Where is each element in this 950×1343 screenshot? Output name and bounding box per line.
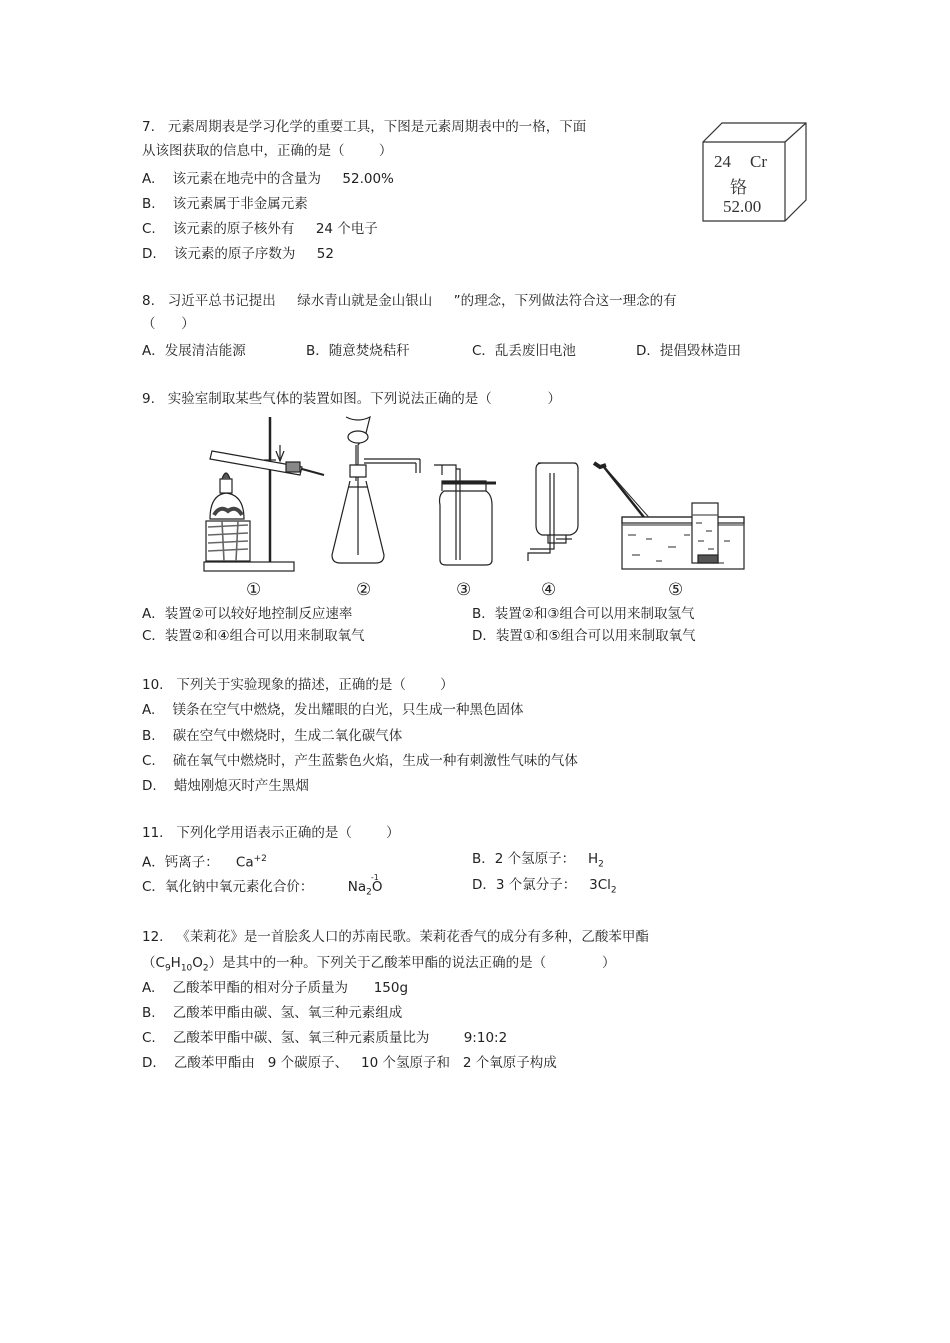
element-atomic-number: 24 [714,152,731,171]
q12-option-b: B. 乙酸苯甲酯由碳、氢、氧三种元素组成 [142,1005,403,1021]
q7-stem-line2: 从该图获取的信息中，正确的是（ ） [142,143,393,159]
q7-option-a: A. 该元素在地壳中的含量为 52.00% [142,171,394,187]
apparatus-1-heating-tube [204,417,324,571]
q8-option-d: D．提倡毁林造田 [636,343,741,359]
q10-stem: 10. 下列关于实验现象的描述，正确的是（ ） [142,677,454,693]
q10-option-a: A. 镁条在空气中燃烧，发出耀眼的白光，只生成一种黑色固体 [142,702,524,718]
apparatus-label-3: ③ [456,580,472,600]
q8-stem-line1: 8. 习近平总书记提出 绿水青山就是金山银山 ”的理念，下列做法符合这一理念的有 [142,293,677,309]
q12-option-d: D. 乙酸苯甲酯由 9 个碳原子、 10 个氢原子和 2 个氧原子构成 [142,1055,557,1071]
apparatus-3-gas-bottle [434,465,496,565]
apparatus-2-flask-funnel [332,417,420,563]
element-symbol: Cr [750,152,767,171]
q10-option-b: B. 碳在空气中燃烧时，生成二氧化碳气体 [142,728,403,744]
lab-apparatus-figure [198,415,758,605]
q7-option-b: B. 该元素属于非金属元素 [142,196,308,212]
apparatus-label-2: ② [356,580,372,600]
apparatus-5-water-trough [594,463,744,569]
q7-option-d: D. 该元素的原子序数为 52 [142,246,334,262]
q9-option-d: D．装置①和⑤组合可以用来制取氧气 [472,628,696,644]
q9-option-b: B．装置②和③组合可以用来制取氢气 [472,606,695,622]
q7-stem-line1: 7. 元素周期表是学习化学的重要工具，下图是元素周期表中的一格，下面 [142,119,587,135]
q9-option-c: C．装置②和④组合可以用来制取氧气 [142,628,365,644]
q12-option-a: A. 乙酸苯甲酯的相对分子质量为 150g [142,980,409,996]
apparatus-label-4: ④ [541,580,557,600]
q12-stem-line2: $(C_9H_{10}O_2)$是其中的一种。下列关于乙酸苯甲酯的说法正确的是（ ） [142,955,616,974]
valence-mark: -1 [370,873,379,882]
q12-stem-line1: 12. 《茉莉花》是一首脍炙人口的苏南民歌。茉莉花香气的成分有多种，乙酸苯甲酯 [142,929,649,945]
element-cell-chromium [702,122,808,222]
apparatus-4-inverted-bottle [528,463,578,561]
q8-option-c: C．乱丢废旧电池 [472,343,576,359]
q11-option-a: A．钙离子： $Ca^{+2}$ [142,854,267,871]
q9-stem: 9. 实验室制取某些气体的装置如图。下列说法正确的是（ ） [142,391,562,407]
element-name: 铬 [730,178,747,197]
lab-apparatus-drawing [198,415,758,605]
apparatus-label-5: ⑤ [668,580,684,600]
q8-option-a: A．发展清洁能源 [142,343,246,359]
q11-stem: 11. 下列化学用语表示正确的是（ ） [142,825,400,841]
q11-option-b: B．2 个氢原子： $H_2$ [472,851,604,870]
q11-option-d: D．3 个氯分子： $3Cl_2$ [472,877,617,896]
q10-option-d: D. 蜡烛刚熄灭时产生黑烟 [142,778,309,794]
element-atomic-mass: 52.00 [723,197,762,216]
q11-option-c: C．氧化钠中氧元素化合价： $Na_2$ -1 O [142,878,383,902]
q10-option-c: C. 硫在氧气中燃烧时，产生蓝紫色火焰，生成一种有刺激性气味的气体 [142,753,578,769]
q8-stem-line2: （ ） [142,316,195,332]
apparatus-label-1: ① [246,580,262,600]
q7-option-c: C. 该元素的原子核外有 24 个电子 [142,221,378,237]
q8-option-b: B．随意焚烧秸秆 [306,343,410,359]
q12-option-c: C. 乙酸苯甲酯中碳、氢、氧三种元素质量比为 9:10:2 [142,1030,508,1046]
q9-option-a: A．装置②可以较好地控制反应速率 [142,606,353,622]
